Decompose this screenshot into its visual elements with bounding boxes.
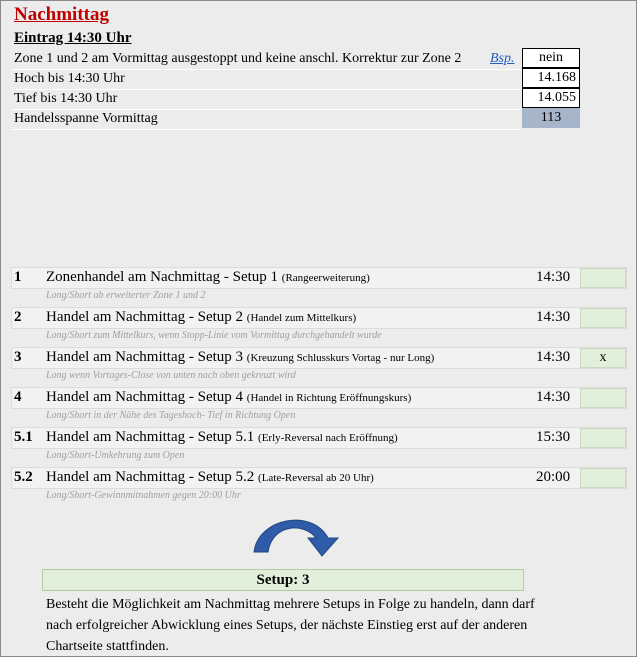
setup-title: Handel am Nachmittag - Setup 3 xyxy=(46,349,244,365)
setup-title: Handel am Nachmittag - Setup 5.1 xyxy=(46,429,255,445)
setup-row xyxy=(11,387,627,409)
setup-description: Long/Short in der Nähe des Tageshoch- Tief in Richtung Open xyxy=(46,410,296,421)
setup-time: 14:30 xyxy=(536,309,571,325)
setup-detail: (Rangeerweiterung) xyxy=(281,272,370,284)
setup-detail: (Handel zum Mittelkurs) xyxy=(246,312,357,324)
setup-title: Handel am Nachmittag - Setup 2 xyxy=(46,309,244,325)
setup-number: 5.1 xyxy=(14,429,33,445)
setup-mark-cell[interactable] xyxy=(580,428,626,448)
info-row-range xyxy=(12,110,520,130)
setup-description: Long wenn Vortages-Close von unten nach oben gekreuzt wird xyxy=(46,370,296,381)
setup-description: Long/Short-Gewinnmitnahmen gegen 20:00 Uhr xyxy=(46,490,241,501)
setup-description: Long/Short-Umkehrung zum Open xyxy=(46,450,185,461)
setup-row xyxy=(11,347,627,369)
setup-name xyxy=(46,389,411,406)
entry-heading: Eintrag 14:30 Uhr xyxy=(14,30,132,46)
setup-name xyxy=(46,429,398,446)
setup-number: 5.2 xyxy=(14,469,33,485)
setup-title: Zonenhandel am Nachmittag - Setup 1 xyxy=(46,269,279,285)
setup-mark-cell[interactable] xyxy=(580,268,626,288)
setup-row xyxy=(11,307,627,329)
example-link[interactable]: Bsp. xyxy=(490,51,515,66)
setup-time: 15:30 xyxy=(536,429,571,445)
setup-mark-cell[interactable]: x xyxy=(580,348,626,368)
setup-row xyxy=(11,427,627,449)
setup-row xyxy=(11,267,627,289)
info-label: Hoch bis 14:30 Uhr xyxy=(14,71,125,86)
setup-time: 20:00 xyxy=(536,469,571,485)
info-label: Zone 1 und 2 am Vormittag ausgestoppt und keine anschl. Korrektur zur Zone 2 xyxy=(14,51,462,66)
setup-detail: (Handel in Richtung Eröffnungskurs) xyxy=(246,392,412,404)
setup-name xyxy=(46,349,434,366)
setup-number: 2 xyxy=(14,309,22,325)
setup-number: 1 xyxy=(14,269,22,285)
setup-mark-cell[interactable] xyxy=(580,308,626,328)
setup-name xyxy=(46,269,370,286)
info-row-zone xyxy=(12,50,520,70)
setup-name xyxy=(46,469,374,486)
rule-text: Besteht die Möglichkeit am Nachmittag mehrere Setups in Folge zu handeln, dann darf nach erfolgreicher Abwicklung eines Setups, der nächste Einstieg erst auf der anderen Chartseite stattfinden. xyxy=(46,597,535,654)
setup-time: 14:30 xyxy=(536,389,571,405)
setup-mark-cell[interactable] xyxy=(580,468,626,488)
curved-arrow-icon xyxy=(246,512,346,563)
setup-time: 14:30 xyxy=(536,269,571,285)
setup-title: Handel am Nachmittag - Setup 4 xyxy=(46,389,244,405)
setup-description: Long/Short zum Mittelkurs, wenn Stopp-Linie vom Vormittag durchgehandelt wurde xyxy=(46,330,382,341)
selected-setup-label: Setup: 3 xyxy=(42,569,524,591)
setup-title: Handel am Nachmittag - Setup 5.2 xyxy=(46,469,255,485)
page-title: Nachmittag xyxy=(14,4,109,25)
setup-name xyxy=(46,309,356,326)
setup-time: 14:30 xyxy=(536,349,571,365)
setup-number: 4 xyxy=(14,389,22,405)
value-cell-zone[interactable]: nein xyxy=(522,48,580,68)
setup-description: Long/Short ab erweiterter Zone 1 und 2 xyxy=(46,290,206,301)
info-label: Handelsspanne Vormittag xyxy=(14,111,158,126)
setup-row xyxy=(11,467,627,489)
setup-detail: (Erly-Reversal nach Eröffnung) xyxy=(258,432,398,444)
info-row-high xyxy=(12,70,520,90)
info-label: Tief bis 14:30 Uhr xyxy=(14,91,118,106)
setup-detail: (Kreuzung Schlusskurs Vortag - nur Long) xyxy=(246,352,435,364)
value-cell-low[interactable]: 14.055 xyxy=(522,88,580,108)
setup-number: 3 xyxy=(14,349,22,365)
setup-mark-cell[interactable] xyxy=(580,388,626,408)
setup-detail: (Late-Reversal ab 20 Uhr) xyxy=(258,472,374,484)
info-row-low xyxy=(12,90,520,110)
value-cell-range: 113 xyxy=(522,108,580,128)
value-cell-high[interactable]: 14.168 xyxy=(522,68,580,88)
